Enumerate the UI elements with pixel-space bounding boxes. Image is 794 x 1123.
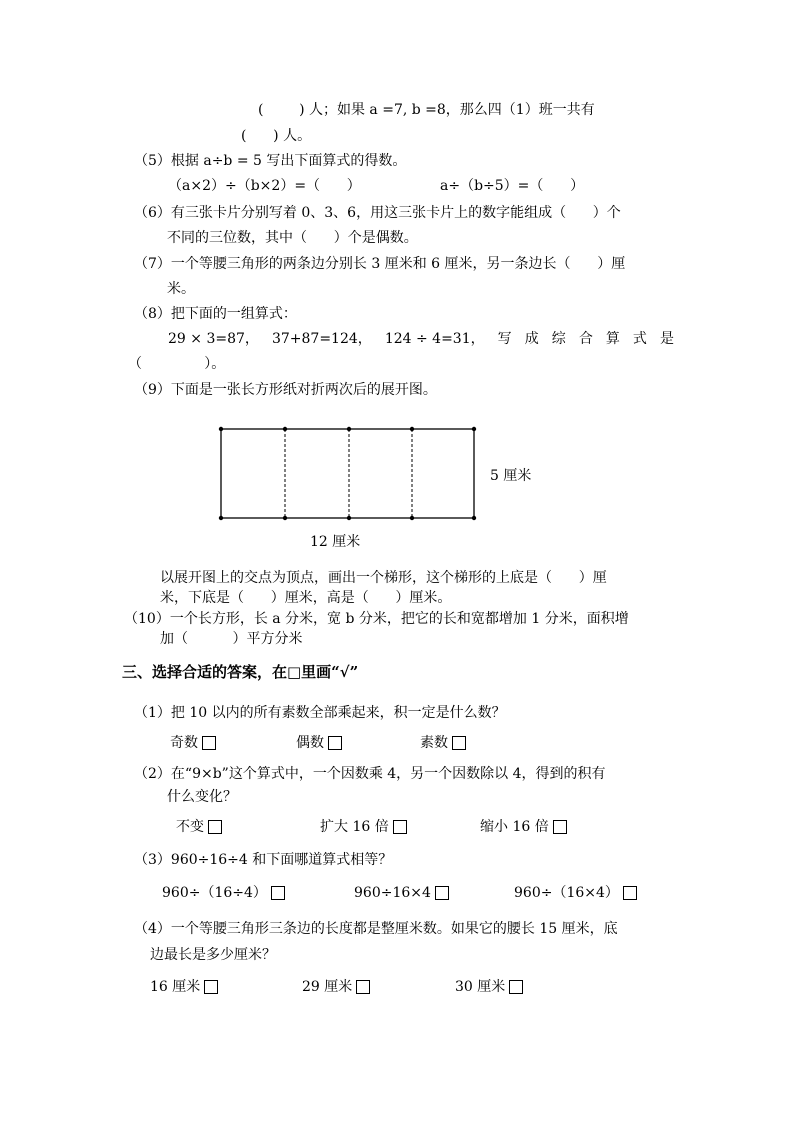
vertex-point xyxy=(283,427,287,431)
option-label: 偶数 xyxy=(296,735,324,751)
q9-title: （9）下面是一张长方形纸对折两次后的展开图。 xyxy=(134,382,437,398)
option-label: 素数 xyxy=(420,735,448,751)
height-label: 5 厘米 xyxy=(490,468,532,484)
q8-part: 37+87=124， xyxy=(271,331,372,347)
c1-option-prime[interactable] xyxy=(420,734,466,752)
option-label: 不变 xyxy=(176,819,204,835)
option-label: 16 厘米 xyxy=(150,979,201,995)
q8-part: 式 xyxy=(632,331,647,347)
vertex-point xyxy=(410,516,414,520)
option-label: 30 厘米 xyxy=(455,979,506,995)
vertex-point xyxy=(347,516,351,520)
unfolded-rectangle-figure xyxy=(205,415,565,565)
q9-text1: 以展开图上的交点为顶点，画出一个梯形，这个梯形的上底是（ ）厘 xyxy=(160,570,607,586)
q8-expressions xyxy=(168,330,674,348)
q5-expr1: （a×2）÷（b×2）=（ ） xyxy=(168,178,361,194)
c4-line1: （4）一个等腰三角形三条边的长度都是整厘米数。如果它的腰长 15 厘米，底 xyxy=(134,921,618,937)
c3-option-a[interactable] xyxy=(162,884,285,902)
vertex-point xyxy=(219,427,223,431)
c2-line2: 什么变化？ xyxy=(167,789,237,805)
answer-checkbox[interactable] xyxy=(204,980,218,994)
section3-heading: 三、选择合适的答案，在□里画“√” xyxy=(122,663,359,681)
c4-line2: 边最长是多少厘米？ xyxy=(150,947,276,963)
q10-line2: 加（ ）平方分米 xyxy=(160,631,303,647)
c3-option-b[interactable] xyxy=(354,884,449,902)
q7-line2: 米。 xyxy=(167,281,195,297)
q8-part: 124 ÷ 4=31， xyxy=(384,331,485,347)
option-label: 960÷（16÷4） xyxy=(162,885,267,901)
option-label: 29 厘米 xyxy=(302,979,353,995)
intersection-points xyxy=(219,427,476,520)
c2-option-shrink[interactable] xyxy=(480,818,567,836)
q5-title: （5）根据 a÷b = 5 写出下面算式的得数。 xyxy=(134,153,407,169)
c3-question: （3）960÷16÷4 和下面哪道算式相等？ xyxy=(134,852,393,868)
q6-line2: 不同的三位数，其中（ ）个是偶数。 xyxy=(167,230,418,246)
q8-part: 算 xyxy=(605,331,620,347)
q8-part: 写 xyxy=(497,331,512,347)
rectangle-diagram xyxy=(205,415,495,535)
c1-question: （1）把 10 以内的所有素数全部乘起来，积一定是什么数？ xyxy=(134,705,506,721)
c1-option-even[interactable] xyxy=(296,734,342,752)
vertex-point xyxy=(472,516,476,520)
c2-option-unchanged[interactable] xyxy=(176,818,222,836)
q7-line1: （7）一个等腰三角形的两条边分别长 3 厘米和 6 厘米，另一条边长（ ）厘 xyxy=(134,256,626,272)
q5-expr2: a÷（b÷5）=（ ） xyxy=(440,178,585,194)
c4-option-30[interactable] xyxy=(455,978,523,996)
q10-line1: （10）一个长方形，长 a 分米，宽 b 分米，把它的长和宽都增加 1 分米，面积增 xyxy=(124,611,629,627)
c4-option-16[interactable] xyxy=(150,978,218,996)
answer-checkbox[interactable] xyxy=(452,736,466,750)
q8-part: 合 xyxy=(578,331,593,347)
answer-checkbox[interactable] xyxy=(271,886,285,900)
q8-part: 综 xyxy=(551,331,566,347)
c2-line1: （2）在“9×b”这个算式中，一个因数乘 4，另一个因数除以 4，得到的积有 xyxy=(134,766,606,782)
option-label: 960÷16×4 xyxy=(354,885,431,901)
vertex-point xyxy=(283,516,287,520)
c3-option-c[interactable] xyxy=(514,884,637,902)
option-label: 奇数 xyxy=(170,735,198,751)
option-label: 扩大 16 倍 xyxy=(320,819,389,835)
q8-title: （8）把下面的一组算式： xyxy=(134,306,297,322)
vertex-point xyxy=(347,427,351,431)
rectangle-outline xyxy=(221,429,474,518)
vertex-point xyxy=(410,427,414,431)
option-label: 缩小 16 倍 xyxy=(480,819,549,835)
vertex-point xyxy=(472,427,476,431)
q6-line1: （6）有三张卡片分别写着 0、3、6，用这三张卡片上的数字能组成（ ）个 xyxy=(134,205,621,221)
option-label: 960÷（16×4） xyxy=(514,885,619,901)
answer-checkbox[interactable] xyxy=(623,886,637,900)
answer-checkbox[interactable] xyxy=(435,886,449,900)
answer-checkbox[interactable] xyxy=(509,980,523,994)
q9-text2: 米，下底是（ ）厘米，高是（ ）厘米。 xyxy=(160,590,452,606)
answer-checkbox[interactable] xyxy=(202,736,216,750)
width-label: 12 厘米 xyxy=(310,534,361,550)
answer-checkbox[interactable] xyxy=(208,820,222,834)
answer-checkbox[interactable] xyxy=(553,820,567,834)
q8-answer: （ ）。 xyxy=(128,356,226,372)
c1-option-odd[interactable] xyxy=(170,734,216,752)
q4-line1: ( ) 人；如果 a =7, b =8，那么四（1）班一共有 xyxy=(258,102,595,118)
c4-option-29[interactable] xyxy=(302,978,370,996)
answer-checkbox[interactable] xyxy=(356,980,370,994)
q8-part: 29 × 3=87， xyxy=(168,331,259,347)
vertex-point xyxy=(219,516,223,520)
answer-checkbox[interactable] xyxy=(328,736,342,750)
q4-line2: ( ) 人。 xyxy=(241,128,312,144)
q8-part: 成 xyxy=(524,331,539,347)
answer-checkbox[interactable] xyxy=(393,820,407,834)
q8-part: 是 xyxy=(659,331,674,347)
c2-option-enlarge[interactable] xyxy=(320,818,407,836)
